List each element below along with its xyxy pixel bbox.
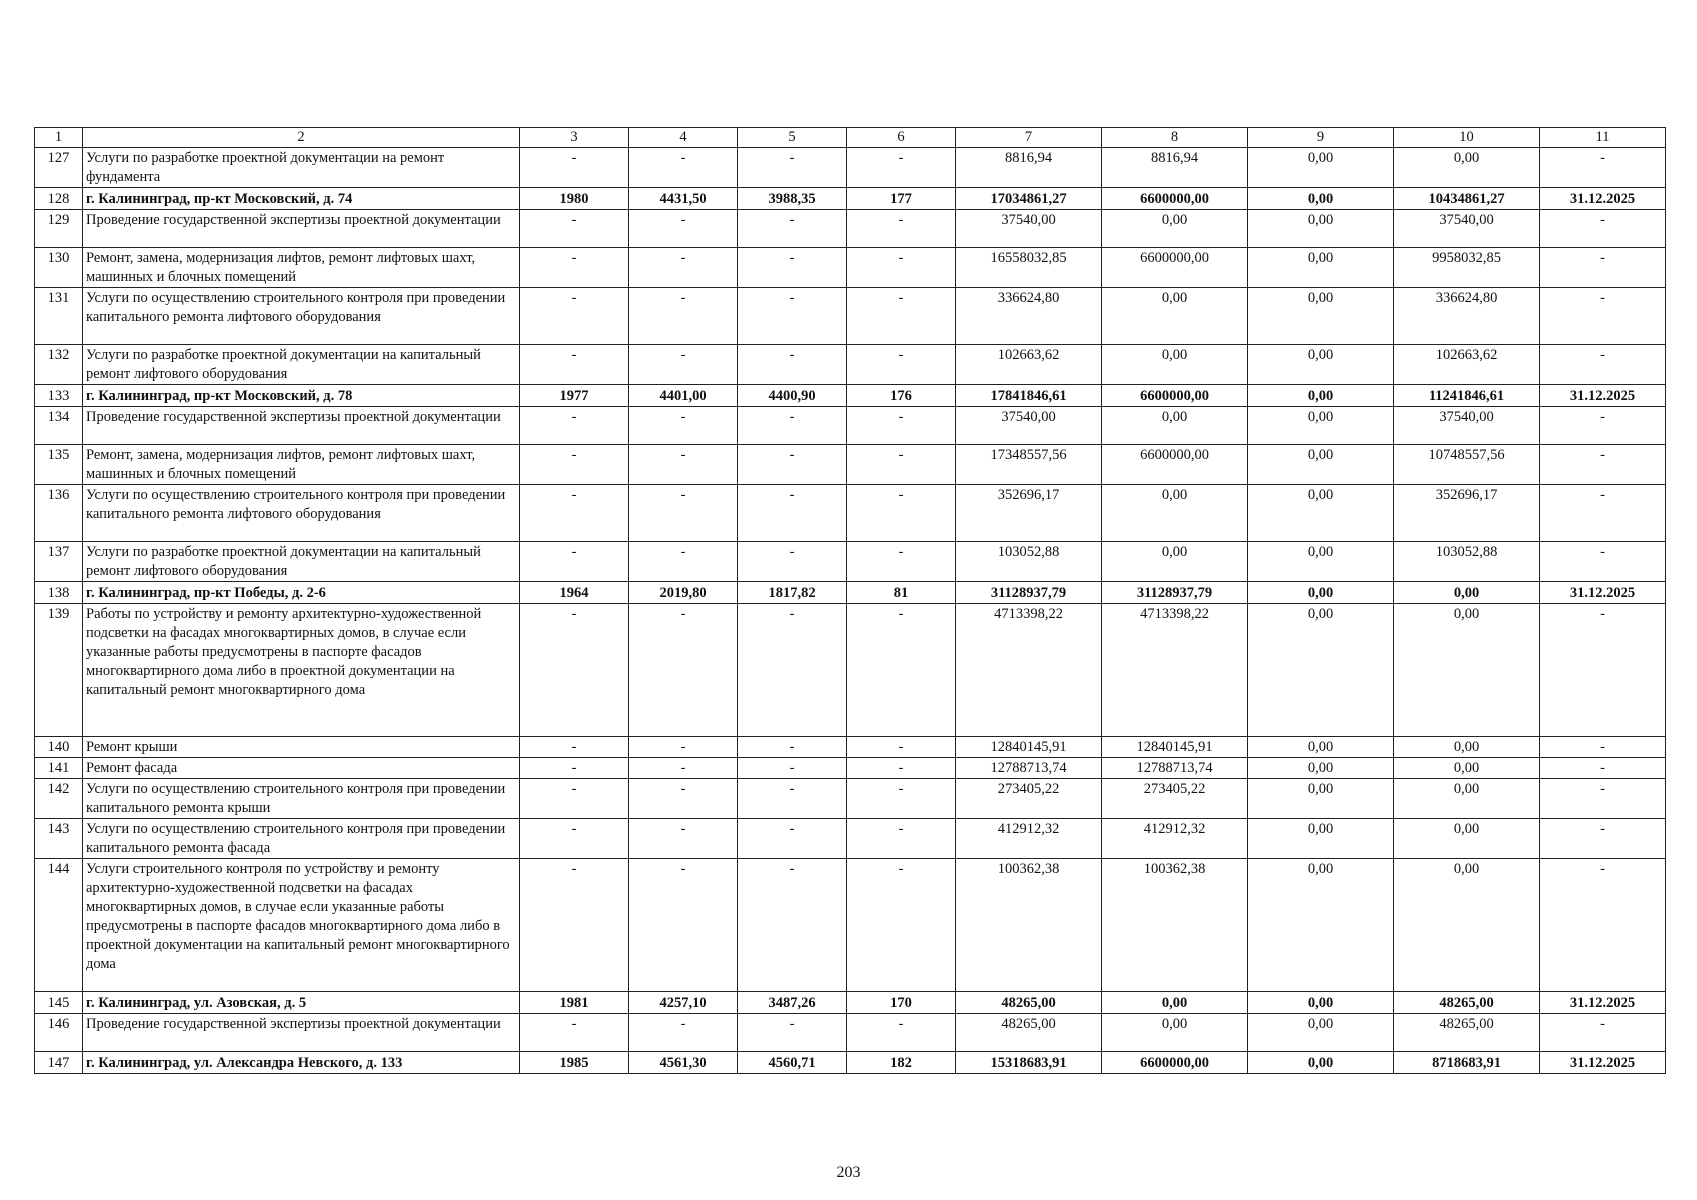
total-cost: 37540,00 xyxy=(956,407,1102,445)
living-area: 4560,71 xyxy=(738,1052,847,1074)
work-name: Проведение государственной экспертизы проектной документации xyxy=(83,407,520,445)
work-name: Услуги строительного контроля по устройству и ремонту архитектурно-художественной подсветки на фасадах многоквартирных домов, в случае если указанные работы предусмотрены в паспорте фасадов многоквартирного дома либо в проектной документации на капитальный ремонт многоквартирного дома xyxy=(83,859,520,992)
living-area: - xyxy=(738,1014,847,1052)
living-area: - xyxy=(738,248,847,288)
cost-source-9: 0,00 xyxy=(1248,737,1394,758)
living-area: - xyxy=(738,345,847,385)
total-cost: 8816,94 xyxy=(956,148,1102,188)
residents-count: - xyxy=(847,407,956,445)
work-name: Проведение государственной экспертизы проектной документации xyxy=(83,210,520,248)
column-number-row xyxy=(35,128,1666,148)
cost-source-8: 6600000,00 xyxy=(1102,1052,1248,1074)
completion-date: - xyxy=(1540,737,1666,758)
cost-source-9: 0,00 xyxy=(1248,542,1394,582)
repair-plan-table xyxy=(34,127,1666,1074)
row-number: 142 xyxy=(35,779,83,819)
completion-date: - xyxy=(1540,288,1666,345)
cost-source-10: 102663,62 xyxy=(1394,345,1540,385)
completion-date: - xyxy=(1540,210,1666,248)
table-row xyxy=(35,248,1666,288)
living-area: - xyxy=(738,210,847,248)
table-row xyxy=(35,758,1666,779)
row-number: 137 xyxy=(35,542,83,582)
living-area: 1817,82 xyxy=(738,582,847,604)
work-name: Ремонт, замена, модернизация лифтов, ремонт лифтовых шахт, машинных и блочных помещений xyxy=(83,445,520,485)
year-built: - xyxy=(520,445,629,485)
cost-source-10: 11241846,61 xyxy=(1394,385,1540,407)
table-row xyxy=(35,445,1666,485)
living-area: - xyxy=(738,445,847,485)
cost-source-9: 0,00 xyxy=(1248,1052,1394,1074)
living-area: - xyxy=(738,819,847,859)
row-number: 127 xyxy=(35,148,83,188)
total-area: - xyxy=(629,345,738,385)
cost-source-9: 0,00 xyxy=(1248,445,1394,485)
year-built: - xyxy=(520,248,629,288)
cost-source-8: 100362,38 xyxy=(1102,859,1248,992)
cost-source-8: 4713398,22 xyxy=(1102,604,1248,737)
living-area: - xyxy=(738,779,847,819)
total-cost: 17348557,56 xyxy=(956,445,1102,485)
cost-source-10: 0,00 xyxy=(1394,148,1540,188)
year-built: - xyxy=(520,148,629,188)
year-built: 1981 xyxy=(520,992,629,1014)
cost-source-8: 0,00 xyxy=(1102,485,1248,542)
total-cost: 412912,32 xyxy=(956,819,1102,859)
row-number: 140 xyxy=(35,737,83,758)
completion-date: 31.12.2025 xyxy=(1540,385,1666,407)
cost-source-9: 0,00 xyxy=(1248,992,1394,1014)
page-number: 203 xyxy=(836,1164,861,1181)
table-row xyxy=(35,210,1666,248)
row-number: 136 xyxy=(35,485,83,542)
table-row xyxy=(35,288,1666,345)
total-area: - xyxy=(629,485,738,542)
total-cost: 17034861,27 xyxy=(956,188,1102,210)
living-area: - xyxy=(738,288,847,345)
cost-source-9: 0,00 xyxy=(1248,819,1394,859)
work-name: Услуги по осуществлению строительного контроля при проведении капитального ремонта лифтового оборудования xyxy=(83,288,520,345)
cost-source-8: 12840145,91 xyxy=(1102,737,1248,758)
total-cost: 273405,22 xyxy=(956,779,1102,819)
year-built: 1980 xyxy=(520,188,629,210)
work-name: Услуги по разработке проектной документации на капитальный ремонт лифтового оборудования xyxy=(83,345,520,385)
residents-count: - xyxy=(847,758,956,779)
total-cost: 336624,80 xyxy=(956,288,1102,345)
work-name: г. Калининград, пр-кт Московский, д. 78 xyxy=(83,385,520,407)
column-header: 3 xyxy=(520,128,629,148)
living-area: - xyxy=(738,859,847,992)
year-built: - xyxy=(520,758,629,779)
work-name: Услуги по осуществлению строительного контроля при проведении капитального ремонта крыши xyxy=(83,779,520,819)
address-row xyxy=(35,385,1666,407)
cost-source-10: 103052,88 xyxy=(1394,542,1540,582)
total-cost: 48265,00 xyxy=(956,1014,1102,1052)
year-built: - xyxy=(520,288,629,345)
cost-source-9: 0,00 xyxy=(1248,210,1394,248)
row-number: 143 xyxy=(35,819,83,859)
residents-count: - xyxy=(847,542,956,582)
total-cost: 48265,00 xyxy=(956,992,1102,1014)
completion-date: - xyxy=(1540,758,1666,779)
completion-date: 31.12.2025 xyxy=(1540,1052,1666,1074)
row-number: 138 xyxy=(35,582,83,604)
living-area: 3487,26 xyxy=(738,992,847,1014)
year-built: - xyxy=(520,1014,629,1052)
cost-source-9: 0,00 xyxy=(1248,345,1394,385)
total-area: - xyxy=(629,445,738,485)
total-cost: 12788713,74 xyxy=(956,758,1102,779)
table-row xyxy=(35,542,1666,582)
table-row xyxy=(35,345,1666,385)
completion-date: - xyxy=(1540,148,1666,188)
residents-count: - xyxy=(847,288,956,345)
address-row xyxy=(35,1052,1666,1074)
cost-source-8: 12788713,74 xyxy=(1102,758,1248,779)
year-built: - xyxy=(520,737,629,758)
cost-source-10: 8718683,91 xyxy=(1394,1052,1540,1074)
cost-source-9: 0,00 xyxy=(1248,582,1394,604)
completion-date: - xyxy=(1540,604,1666,737)
residents-count: - xyxy=(847,779,956,819)
completion-date: - xyxy=(1540,859,1666,992)
year-built: - xyxy=(520,819,629,859)
residents-count: - xyxy=(847,604,956,737)
table-row xyxy=(35,604,1666,737)
work-name: Услуги по осуществлению строительного контроля при проведении капитального ремонта лифтового оборудования xyxy=(83,485,520,542)
cost-source-9: 0,00 xyxy=(1248,248,1394,288)
residents-count: - xyxy=(847,248,956,288)
cost-source-10: 48265,00 xyxy=(1394,1014,1540,1052)
cost-source-10: 10748557,56 xyxy=(1394,445,1540,485)
residents-count: 176 xyxy=(847,385,956,407)
residents-count: 177 xyxy=(847,188,956,210)
cost-source-9: 0,00 xyxy=(1248,779,1394,819)
work-name: Ремонт, замена, модернизация лифтов, ремонт лифтовых шахт, машинных и блочных помещений xyxy=(83,248,520,288)
total-cost: 15318683,91 xyxy=(956,1052,1102,1074)
work-name: Услуги по осуществлению строительного контроля при проведении капитального ремонта фасада xyxy=(83,819,520,859)
cost-source-8: 6600000,00 xyxy=(1102,385,1248,407)
column-header: 5 xyxy=(738,128,847,148)
row-number: 131 xyxy=(35,288,83,345)
cost-source-8: 6600000,00 xyxy=(1102,445,1248,485)
work-name: г. Калининград, ул. Азовская, д. 5 xyxy=(83,992,520,1014)
year-built: - xyxy=(520,407,629,445)
work-name: Проведение государственной экспертизы проектной документации xyxy=(83,1014,520,1052)
living-area: - xyxy=(738,148,847,188)
row-number: 146 xyxy=(35,1014,83,1052)
cost-source-9: 0,00 xyxy=(1248,1014,1394,1052)
living-area: - xyxy=(738,407,847,445)
cost-source-10: 10434861,27 xyxy=(1394,188,1540,210)
living-area: - xyxy=(738,758,847,779)
residents-count: - xyxy=(847,737,956,758)
row-number: 139 xyxy=(35,604,83,737)
work-name: Работы по устройству и ремонту архитектурно-художественной подсветки на фасадах многоквартирных домов, в случае если указанные работы предусмотрены в паспорте фасадов многоквартирного дома либо в проектной документации на капитальный ремонт многоквартирного дома xyxy=(83,604,520,737)
completion-date: - xyxy=(1540,407,1666,445)
row-number: 133 xyxy=(35,385,83,407)
residents-count: - xyxy=(847,345,956,385)
cost-source-10: 0,00 xyxy=(1394,737,1540,758)
year-built: - xyxy=(520,485,629,542)
cost-source-9: 0,00 xyxy=(1248,148,1394,188)
total-area: 4257,10 xyxy=(629,992,738,1014)
total-cost: 4713398,22 xyxy=(956,604,1102,737)
living-area: - xyxy=(738,542,847,582)
cost-source-10: 0,00 xyxy=(1394,758,1540,779)
total-cost: 102663,62 xyxy=(956,345,1102,385)
completion-date: - xyxy=(1540,1014,1666,1052)
table-row xyxy=(35,779,1666,819)
cost-source-8: 0,00 xyxy=(1102,1014,1248,1052)
cost-source-10: 0,00 xyxy=(1394,582,1540,604)
cost-source-9: 0,00 xyxy=(1248,288,1394,345)
cost-source-10: 37540,00 xyxy=(1394,407,1540,445)
column-header: 7 xyxy=(956,128,1102,148)
year-built: - xyxy=(520,542,629,582)
total-area: 4431,50 xyxy=(629,188,738,210)
residents-count: - xyxy=(847,485,956,542)
living-area: 4400,90 xyxy=(738,385,847,407)
year-built: - xyxy=(520,604,629,737)
total-area: - xyxy=(629,210,738,248)
column-header: 10 xyxy=(1394,128,1540,148)
year-built: - xyxy=(520,779,629,819)
total-area: - xyxy=(629,407,738,445)
total-cost: 37540,00 xyxy=(956,210,1102,248)
total-cost: 12840145,91 xyxy=(956,737,1102,758)
residents-count: 170 xyxy=(847,992,956,1014)
year-built: - xyxy=(520,859,629,992)
table-row xyxy=(35,859,1666,992)
total-area: - xyxy=(629,604,738,737)
row-number: 141 xyxy=(35,758,83,779)
address-row xyxy=(35,188,1666,210)
row-number: 145 xyxy=(35,992,83,1014)
cost-source-8: 6600000,00 xyxy=(1102,248,1248,288)
column-header: 8 xyxy=(1102,128,1248,148)
total-area: - xyxy=(629,819,738,859)
residents-count: - xyxy=(847,445,956,485)
total-area: - xyxy=(629,758,738,779)
column-header: 4 xyxy=(629,128,738,148)
cost-source-9: 0,00 xyxy=(1248,859,1394,992)
table-row xyxy=(35,737,1666,758)
cost-source-9: 0,00 xyxy=(1248,604,1394,737)
cost-source-10: 0,00 xyxy=(1394,604,1540,737)
cost-source-10: 352696,17 xyxy=(1394,485,1540,542)
cost-source-10: 0,00 xyxy=(1394,779,1540,819)
total-cost: 31128937,79 xyxy=(956,582,1102,604)
table-row xyxy=(35,148,1666,188)
total-area: - xyxy=(629,737,738,758)
living-area: 3988,35 xyxy=(738,188,847,210)
column-header: 6 xyxy=(847,128,956,148)
total-area: 2019,80 xyxy=(629,582,738,604)
total-area: - xyxy=(629,288,738,345)
column-header: 11 xyxy=(1540,128,1666,148)
total-area: - xyxy=(629,248,738,288)
row-number: 135 xyxy=(35,445,83,485)
cost-source-9: 0,00 xyxy=(1248,188,1394,210)
total-area: - xyxy=(629,1014,738,1052)
cost-source-9: 0,00 xyxy=(1248,407,1394,445)
table-row xyxy=(35,1014,1666,1052)
work-name: г. Калининград, ул. Александра Невского, д. 133 xyxy=(83,1052,520,1074)
residents-count: - xyxy=(847,819,956,859)
residents-count: - xyxy=(847,859,956,992)
total-area: - xyxy=(629,779,738,819)
cost-source-10: 0,00 xyxy=(1394,819,1540,859)
year-built: 1977 xyxy=(520,385,629,407)
completion-date: - xyxy=(1540,248,1666,288)
cost-source-8: 0,00 xyxy=(1102,210,1248,248)
total-cost: 100362,38 xyxy=(956,859,1102,992)
completion-date: - xyxy=(1540,779,1666,819)
year-built: 1964 xyxy=(520,582,629,604)
row-number: 134 xyxy=(35,407,83,445)
cost-source-8: 8816,94 xyxy=(1102,148,1248,188)
work-name: Услуги по разработке проектной документации на ремонт фундамента xyxy=(83,148,520,188)
residents-count: - xyxy=(847,210,956,248)
cost-source-10: 336624,80 xyxy=(1394,288,1540,345)
cost-source-10: 48265,00 xyxy=(1394,992,1540,1014)
cost-source-8: 0,00 xyxy=(1102,407,1248,445)
table-row xyxy=(35,819,1666,859)
residents-count: 182 xyxy=(847,1052,956,1074)
cost-source-9: 0,00 xyxy=(1248,385,1394,407)
residents-count: - xyxy=(847,1014,956,1052)
column-header: 2 xyxy=(83,128,520,148)
completion-date: - xyxy=(1540,485,1666,542)
address-row xyxy=(35,582,1666,604)
row-number: 128 xyxy=(35,188,83,210)
total-cost: 103052,88 xyxy=(956,542,1102,582)
row-number: 144 xyxy=(35,859,83,992)
cost-source-8: 0,00 xyxy=(1102,542,1248,582)
work-name: Ремонт крыши xyxy=(83,737,520,758)
total-area: 4401,00 xyxy=(629,385,738,407)
work-name: г. Калининград, пр-кт Победы, д. 2-6 xyxy=(83,582,520,604)
row-number: 132 xyxy=(35,345,83,385)
total-area: 4561,30 xyxy=(629,1052,738,1074)
row-number: 129 xyxy=(35,210,83,248)
address-row xyxy=(35,992,1666,1014)
cost-source-8: 0,00 xyxy=(1102,345,1248,385)
completion-date: - xyxy=(1540,819,1666,859)
completion-date: - xyxy=(1540,345,1666,385)
cost-source-8: 412912,32 xyxy=(1102,819,1248,859)
living-area: - xyxy=(738,737,847,758)
column-header: 9 xyxy=(1248,128,1394,148)
completion-date: 31.12.2025 xyxy=(1540,582,1666,604)
work-name: Услуги по разработке проектной документации на капитальный ремонт лифтового оборудования xyxy=(83,542,520,582)
cost-source-8: 31128937,79 xyxy=(1102,582,1248,604)
cost-source-9: 0,00 xyxy=(1248,485,1394,542)
cost-source-10: 9958032,85 xyxy=(1394,248,1540,288)
cost-source-8: 6600000,00 xyxy=(1102,188,1248,210)
total-cost: 16558032,85 xyxy=(956,248,1102,288)
work-name: Ремонт фасада xyxy=(83,758,520,779)
cost-source-10: 0,00 xyxy=(1394,859,1540,992)
residents-count: 81 xyxy=(847,582,956,604)
cost-source-8: 273405,22 xyxy=(1102,779,1248,819)
total-cost: 352696,17 xyxy=(956,485,1102,542)
cost-source-9: 0,00 xyxy=(1248,758,1394,779)
completion-date: - xyxy=(1540,542,1666,582)
table-row xyxy=(35,485,1666,542)
completion-date: 31.12.2025 xyxy=(1540,992,1666,1014)
work-name: г. Калининград, пр-кт Московский, д. 74 xyxy=(83,188,520,210)
row-number: 130 xyxy=(35,248,83,288)
total-area: - xyxy=(629,148,738,188)
living-area: - xyxy=(738,485,847,542)
completion-date: 31.12.2025 xyxy=(1540,188,1666,210)
column-header: 1 xyxy=(35,128,83,148)
completion-date: - xyxy=(1540,445,1666,485)
table-row xyxy=(35,407,1666,445)
row-number: 147 xyxy=(35,1052,83,1074)
cost-source-10: 37540,00 xyxy=(1394,210,1540,248)
cost-source-8: 0,00 xyxy=(1102,992,1248,1014)
total-cost: 17841846,61 xyxy=(956,385,1102,407)
cost-source-8: 0,00 xyxy=(1102,288,1248,345)
total-area: - xyxy=(629,859,738,992)
total-area: - xyxy=(629,542,738,582)
residents-count: - xyxy=(847,148,956,188)
year-built: 1985 xyxy=(520,1052,629,1074)
living-area: - xyxy=(738,604,847,737)
year-built: - xyxy=(520,210,629,248)
year-built: - xyxy=(520,345,629,385)
